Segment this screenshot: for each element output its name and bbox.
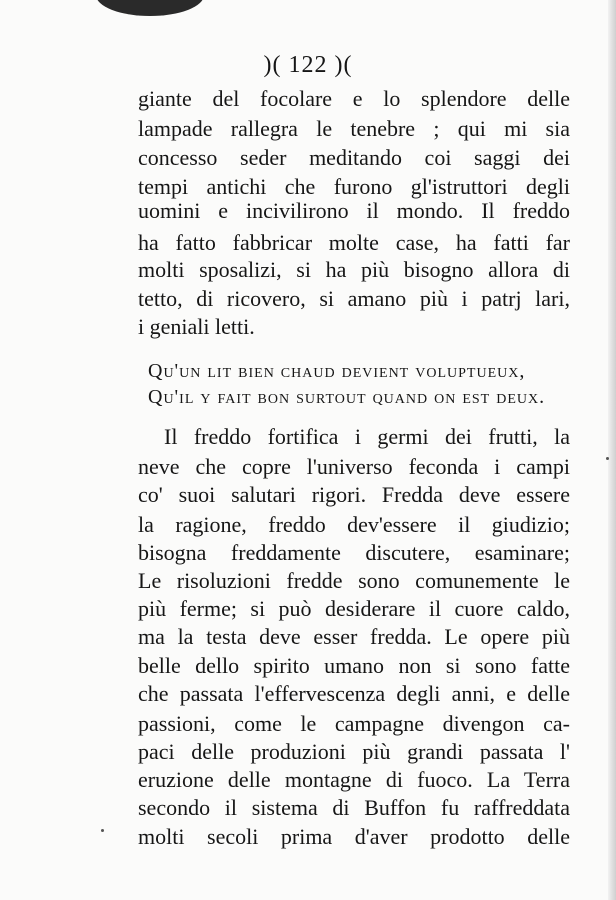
text-line: più ferme; si può desiderare il cuore caldo, — [138, 596, 570, 621]
margin-speck — [606, 457, 609, 460]
quote-line: Qu'un lit bien chaud devient voluptueux, — [148, 360, 526, 382]
text-line: Il freddo fortifica i germi dei frutti, la — [164, 424, 570, 449]
page-number: )( 122 )( — [263, 52, 353, 78]
text-line: ha fatto fabbricar molte case, ha fatti far — [138, 230, 570, 255]
text-line: lampade rallegra le tenebre ; qui mi sia — [138, 116, 570, 141]
text-line: che passata l'effervescenza degli anni, e delle — [138, 681, 570, 706]
text-line: i geniali letti. — [138, 314, 255, 339]
text-line: secondo il sistema di Buffon fu raffreddata — [138, 795, 570, 820]
text-line: neve che copre l'universo feconda i campi — [138, 454, 570, 479]
text-line: uomini e incivilirono il mondo. Il freddo — [138, 198, 570, 223]
text-line: co' suoi salutari rigori. Fredda deve essere — [138, 482, 570, 507]
text-line: bisogna freddamente discutere, esaminare; — [138, 540, 570, 565]
text-line: passioni, come le campagne divengon ca- — [138, 711, 570, 736]
text-line: molti secoli prima d'aver prodotto delle — [138, 824, 570, 849]
ink-smudge-decoration — [96, 0, 204, 16]
text-line: tetto, di ricovero, si amano più i patrj lari, — [138, 286, 570, 311]
text-line: concesso seder meditando coi saggi dei — [138, 145, 570, 170]
quote-line: Qu'il y fait bon surtout quand on est deux. — [148, 386, 546, 408]
margin-speck — [101, 829, 104, 832]
text-line: belle dello spirito umano non si sono fatte — [138, 653, 570, 678]
text-line: Le risoluzioni fredde sono comunemente le — [138, 568, 570, 593]
text-line: la ragione, freddo dev'essere il giudizio; — [138, 512, 570, 537]
text-line: eruzione delle montagne di fuoco. La Terra — [138, 767, 570, 792]
text-line: giante del focolare e lo splendore delle — [138, 86, 570, 111]
text-line: tempi antichi che furono gl'istruttori degli — [138, 174, 570, 199]
text-line: ma la testa deve esser fredda. Le opere più — [138, 624, 570, 649]
page-edge-shadow — [608, 0, 616, 900]
text-line: molti sposalizi, si ha più bisogno allora di — [138, 257, 570, 282]
text-line: paci delle produzioni più grandi passata l' — [138, 739, 570, 764]
